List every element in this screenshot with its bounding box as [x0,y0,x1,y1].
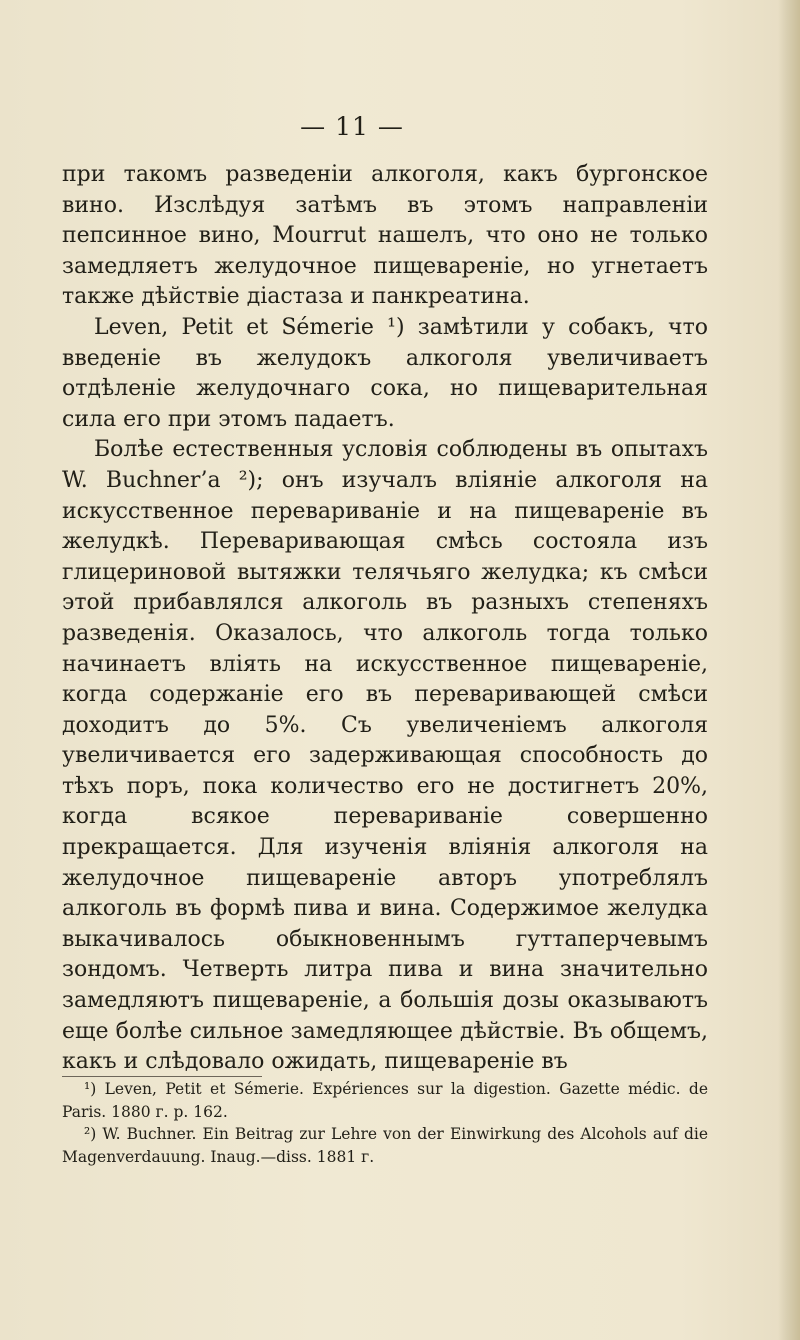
page-number: — 11 — [300,112,404,141]
body-text [62,160,708,1078]
paragraph-2: Leven, Petit et Sémerie ¹) замѣтили у собакъ, что введеніе въ желудокъ алкоголя увеличиваетъ отдѣленіе желудочнаго сока, но пищеварительная сила его при этомъ падаетъ. [62,314,708,432]
paragraph-3: Болѣе естественныя условія соблюдены въ опытахъ W. Buchner’a ²); онъ изучалъ вліяніе алкоголя на искусственное перевариваніе и на пищевареніе въ желудкѣ. Переваривающая смѣсь состояла изъ глицериновой вытяжки телячьяго желудка; къ смѣси этой прибавлялся алкоголь въ разныхъ степеняхъ разведенія. Оказалось, что алкоголь тогда только начинаетъ вліять на искусственное пищевареніе, когда содержаніе его въ переваривающей смѣси доходитъ до 5%. Съ увеличеніемъ алкоголя увеличивается его задерживающая способность до тѣхъ поръ, пока количество его не достигнетъ 20%, когда всякое перевариваніе совершенно прекращается. Для изученія вліянія алкоголя на желудочное пищевареніе авторъ употреблялъ алкоголь въ формѣ пива и вина. Содержимое желудка выкачивалось обыкновеннымъ гуттаперчевымъ зондомъ. Четверть литра пива и вина значительно замедляютъ пищевареніе, а большія дозы оказываютъ еще болѣе сильное замедляющее дѣйствіе. Въ общемъ, какъ и слѣдовало ожидать, пищевареніе въ [62,437,708,1075]
footnote-1: ¹) Leven, Petit et Sémerie. Expériences sur la digestion. Gazette médic. de Paris. 1880 г. p. 162. [62,1080,708,1121]
paragraph-1: при такомъ разведеніи алкоголя, какъ бургонское вино. Изслѣдуя затѣмъ въ этомъ направленіи пепсинное вино, Mourrut нашелъ, что оно не только замедляетъ желудочное пищевареніе, но угнетаетъ также дѣйствіе діастаза и панкреатина. [62,162,708,310]
footnotes [62,1078,708,1168]
page-edge-shadow [778,0,800,1340]
footnote-2: ²) W. Buchner. Ein Beitrag zur Lehre von der Einwirkung des Alcohols auf die Magenverdauung. Inaug.—diss. 1881 г. [62,1125,708,1166]
footnote-divider [62,1076,262,1077]
